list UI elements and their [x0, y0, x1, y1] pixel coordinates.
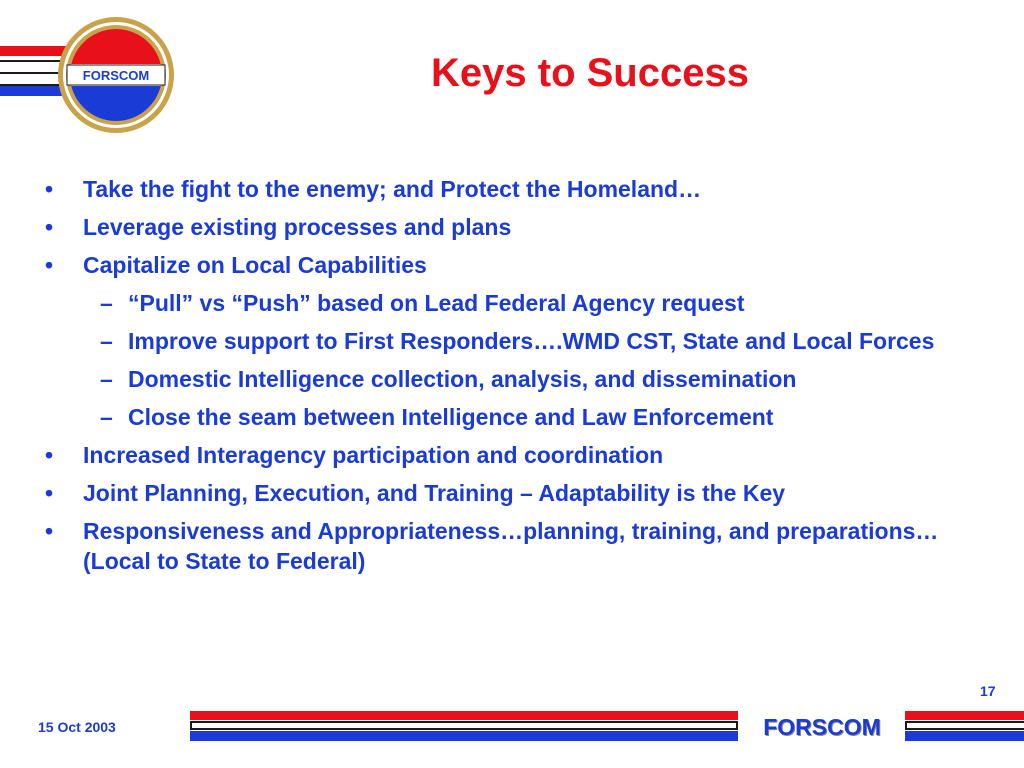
footer-stripe-white-right: [905, 721, 1024, 730]
bullet-text: Increased Interagency participation and coordination: [83, 442, 664, 468]
bullet-marker: •: [45, 214, 54, 240]
dash-marker: –: [100, 404, 113, 430]
bullet-text: Close the seam between Intelligence and Law Enforcement: [128, 404, 774, 430]
logo-text: FORSCOM: [82, 68, 150, 83]
bullet-marker: •: [45, 442, 54, 468]
bullet-text: “Pull” vs “Push” based on Lead Federal Agency request: [128, 290, 745, 316]
footer-date: 15 Oct 2003: [38, 719, 116, 735]
bullet-text: Improve support to First Responders….WMD CST, State and Local Forces: [128, 328, 935, 354]
bullet-marker: •: [45, 518, 54, 544]
forscom-logo: [57, 16, 175, 134]
bullet-item: [40, 174, 990, 204]
footer-stripe-red-left: [190, 711, 738, 720]
bullet-item: [40, 478, 990, 508]
dash-marker: –: [100, 366, 113, 392]
footer-brand: FORSCOM: [763, 714, 881, 740]
bullet-text: Take the fight to the enemy; and Protect the Homeland…: [83, 176, 702, 202]
slide-title: Keys to Success: [431, 51, 749, 95]
bullet-list: [40, 174, 990, 584]
bullet-item: [40, 440, 990, 470]
bullet-text: Capitalize on Local Capabilities: [83, 252, 427, 278]
bullet-text: Joint Planning, Execution, and Training – Adaptability is the Key: [83, 480, 786, 506]
bullet-item: [40, 250, 990, 280]
bullet-text: Leverage existing processes and plans: [83, 214, 512, 240]
bullet-marker: •: [45, 480, 54, 506]
bullet-item: [40, 212, 990, 242]
dash-marker: –: [100, 290, 113, 316]
footer-stripe-red-right: [905, 711, 1024, 720]
bullet-text: Domestic Intelligence collection, analysis, and dissemination: [128, 366, 797, 392]
dash-marker: –: [100, 328, 113, 354]
sub-bullet-item: [40, 326, 990, 356]
bullet-marker: •: [45, 176, 54, 202]
footer-stripe-white-left: [190, 721, 738, 730]
footer-stripe-blue-left: [190, 731, 738, 741]
bullet-marker: •: [45, 252, 54, 278]
bullet-text: Responsiveness and Appropriateness…planning, training, and preparations… (Local to State to Federal): [83, 518, 939, 574]
page-number: 17: [980, 683, 996, 699]
bullet-item: [40, 516, 990, 576]
sub-bullet-item: [40, 402, 990, 432]
sub-bullet-item: [40, 364, 990, 394]
footer-stripe-blue-right: [905, 731, 1024, 741]
sub-bullet-item: [40, 288, 990, 318]
